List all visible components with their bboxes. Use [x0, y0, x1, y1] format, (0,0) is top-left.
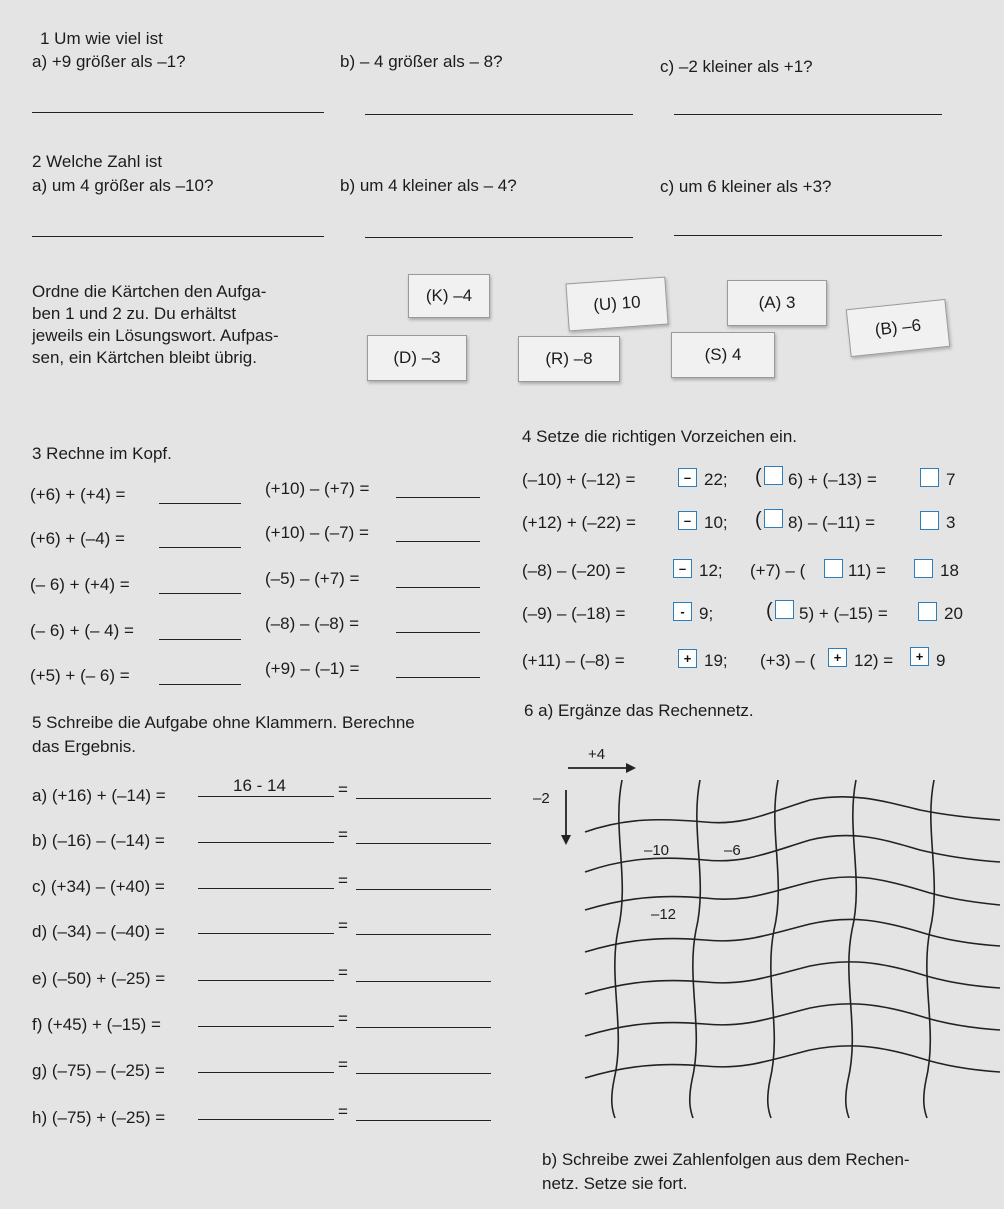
- task5-equals-d: =: [338, 916, 348, 935]
- task5-equals-a: =: [338, 780, 348, 799]
- card-b-label: (B) –6: [873, 315, 922, 340]
- task3-left-4: (– 6) + (– 4) =: [30, 621, 134, 640]
- card-s-label: (S) 4: [704, 345, 742, 364]
- task3-right-5: (+9) – (–1) =: [265, 659, 360, 678]
- task4-r4a-sign-box[interactable]: -: [673, 602, 692, 621]
- task4-r5b-result: 9: [936, 651, 946, 670]
- task4-r3a-expr: (–8) – (–20) =: [522, 561, 626, 580]
- sort-text-line4: sen, ein Kärtchen bleibt übrig.: [32, 348, 257, 367]
- task4-r4a-result: 9;: [699, 604, 714, 623]
- task4-r1a-expr: (–10) + (–12) =: [522, 470, 636, 489]
- net-value-n1: –10: [644, 842, 670, 859]
- task5-item-g-label: g) (–75) – (–25) =: [32, 1061, 165, 1080]
- card-r-label: (R) –8: [545, 349, 593, 368]
- task4-r3a-sign-box[interactable]: –: [673, 559, 692, 578]
- task5-item-c-label: c) (+34) – (+40) =: [32, 877, 165, 896]
- task4-r4b-result: 20: [944, 604, 963, 623]
- task5-equals-c: =: [338, 871, 348, 890]
- task4-r5a-sign-box[interactable]: +: [678, 649, 697, 668]
- card-a-label: (A) 3: [758, 293, 796, 312]
- task4-r1a-result: 22;: [704, 470, 728, 489]
- task5-equals-b: =: [338, 825, 348, 844]
- task4-r3b-expr-start: (+7) – (: [750, 561, 806, 580]
- net-vertical-lines: [612, 780, 935, 1118]
- task4-r1b-expr: 6) + (–13) =: [788, 470, 877, 489]
- task5-equals-g: =: [338, 1055, 348, 1074]
- task5-equals-e: =: [338, 963, 348, 982]
- task5-item-d-label: d) (–34) – (–40) =: [32, 922, 165, 941]
- task4-r1b-open: (: [755, 466, 762, 488]
- task4-r2b-expr: 8) – (–11) =: [788, 513, 876, 532]
- task5-equals-h: =: [338, 1102, 348, 1121]
- task3-right-4: (–8) – (–8) =: [265, 614, 360, 633]
- card-d-label: (D) –3: [393, 348, 441, 367]
- task5-title-line2: das Ergebnis.: [32, 737, 136, 756]
- task4-r5b-expr: 12) =: [854, 651, 894, 670]
- task2-question-a: a) um 4 größer als –10?: [32, 176, 214, 195]
- task4-r5b-result-box[interactable]: +: [910, 647, 929, 666]
- task3-right-3: (–5) – (+7) =: [265, 569, 360, 588]
- sort-text-line2: ben 1 und 2 zu. Du erhältst: [32, 304, 237, 323]
- task4-r2a-expr: (+12) + (–22) =: [522, 513, 636, 532]
- task5-item-b-label: b) (–16) – (–14) =: [32, 831, 165, 850]
- task4-r1a-sign-box[interactable]: –: [678, 468, 697, 487]
- task1-question-c: c) –2 kleiner als +1?: [660, 57, 813, 76]
- task4-r3b-expr: 11) =: [848, 561, 886, 580]
- task6-b-line2: netz. Setze sie fort.: [542, 1174, 688, 1193]
- task4-r4b-expr: 5) + (–15) =: [799, 604, 888, 623]
- arrow-right-icon: [568, 763, 636, 773]
- task5-item-a-answer: 16 - 14: [233, 776, 286, 795]
- task5-item-a-label: a) (+16) + (–14) =: [32, 786, 166, 805]
- task6-title: 6 a) Ergänze das Rechennetz.: [524, 701, 754, 720]
- card-u-label: (U) 10: [592, 292, 642, 315]
- task4-r4b-open: (: [766, 600, 773, 622]
- task4-r3b-result: 18: [940, 561, 959, 580]
- task2-title: 2 Welche Zahl ist: [32, 152, 163, 171]
- task5-item-h-label: h) (–75) + (–25) =: [32, 1108, 166, 1127]
- task4-r2a-result: 10;: [704, 513, 728, 532]
- task4-r5b-expr-start: (+3) – (: [760, 651, 816, 670]
- net-label-minus2: –2: [533, 790, 550, 807]
- task4-r4a-expr: (–9) – (–18) =: [522, 604, 626, 623]
- task4-r2b-open: (: [755, 509, 762, 531]
- task4-title: 4 Setze die richtigen Vorzeichen ein.: [522, 427, 798, 446]
- arrow-down-icon: [561, 790, 571, 845]
- task1-question-b: b) – 4 größer als – 8?: [340, 52, 503, 71]
- task1-question-a: a) +9 größer als –1?: [32, 52, 186, 71]
- task2-question-b: b) um 4 kleiner als – 4?: [340, 176, 517, 195]
- sort-text-line3: jeweils ein Lösungswort. Aufpas-: [32, 326, 279, 345]
- task5-equals-f: =: [338, 1009, 348, 1028]
- task3-title: 3 Rechne im Kopf.: [32, 444, 172, 463]
- task4-r2a-sign-box[interactable]: –: [678, 511, 697, 530]
- task3-left-2: (+6) + (–4) =: [30, 529, 125, 548]
- task3-right-2: (+10) – (–7) =: [265, 523, 369, 542]
- net-label-plus4: +4: [588, 746, 606, 763]
- task5-title-line1: 5 Schreibe die Aufgabe ohne Klammern. Berechne: [32, 713, 415, 732]
- task3-left-3: (– 6) + (+4) =: [30, 575, 130, 594]
- sort-text-line1: Ordne die Kärtchen den Aufga-: [32, 282, 267, 301]
- card-k-label: (K) –4: [425, 286, 473, 305]
- task4-r5a-expr: (+11) – (–8) =: [522, 651, 625, 670]
- task4-r5a-result: 19;: [704, 651, 728, 670]
- net-horizontal-lines: [585, 797, 1000, 1078]
- task6-b-line1: b) Schreibe zwei Zahlenfolgen aus dem Rechen-: [542, 1150, 910, 1169]
- task3-left-1: (+6) + (+4) =: [30, 485, 126, 504]
- task4-r5b-sign-box[interactable]: +: [828, 648, 847, 667]
- net-value-n2: –6: [724, 842, 741, 859]
- task4-r1b-result: 7: [946, 470, 956, 489]
- task3-left-5: (+5) + (– 6) =: [30, 666, 130, 685]
- task1-title: 1 Um wie viel ist: [40, 29, 163, 48]
- task4-r2b-result: 3: [946, 513, 956, 532]
- task2-question-c: c) um 6 kleiner als +3?: [660, 177, 832, 196]
- task5-item-e-label: e) (–50) + (–25) =: [32, 969, 166, 988]
- task4-r3a-result: 12;: [699, 561, 723, 580]
- task5-item-f-label: f) (+45) + (–15) =: [32, 1015, 161, 1034]
- task3-right-1: (+10) – (+7) =: [265, 479, 370, 498]
- net-value-n3: –12: [651, 906, 677, 923]
